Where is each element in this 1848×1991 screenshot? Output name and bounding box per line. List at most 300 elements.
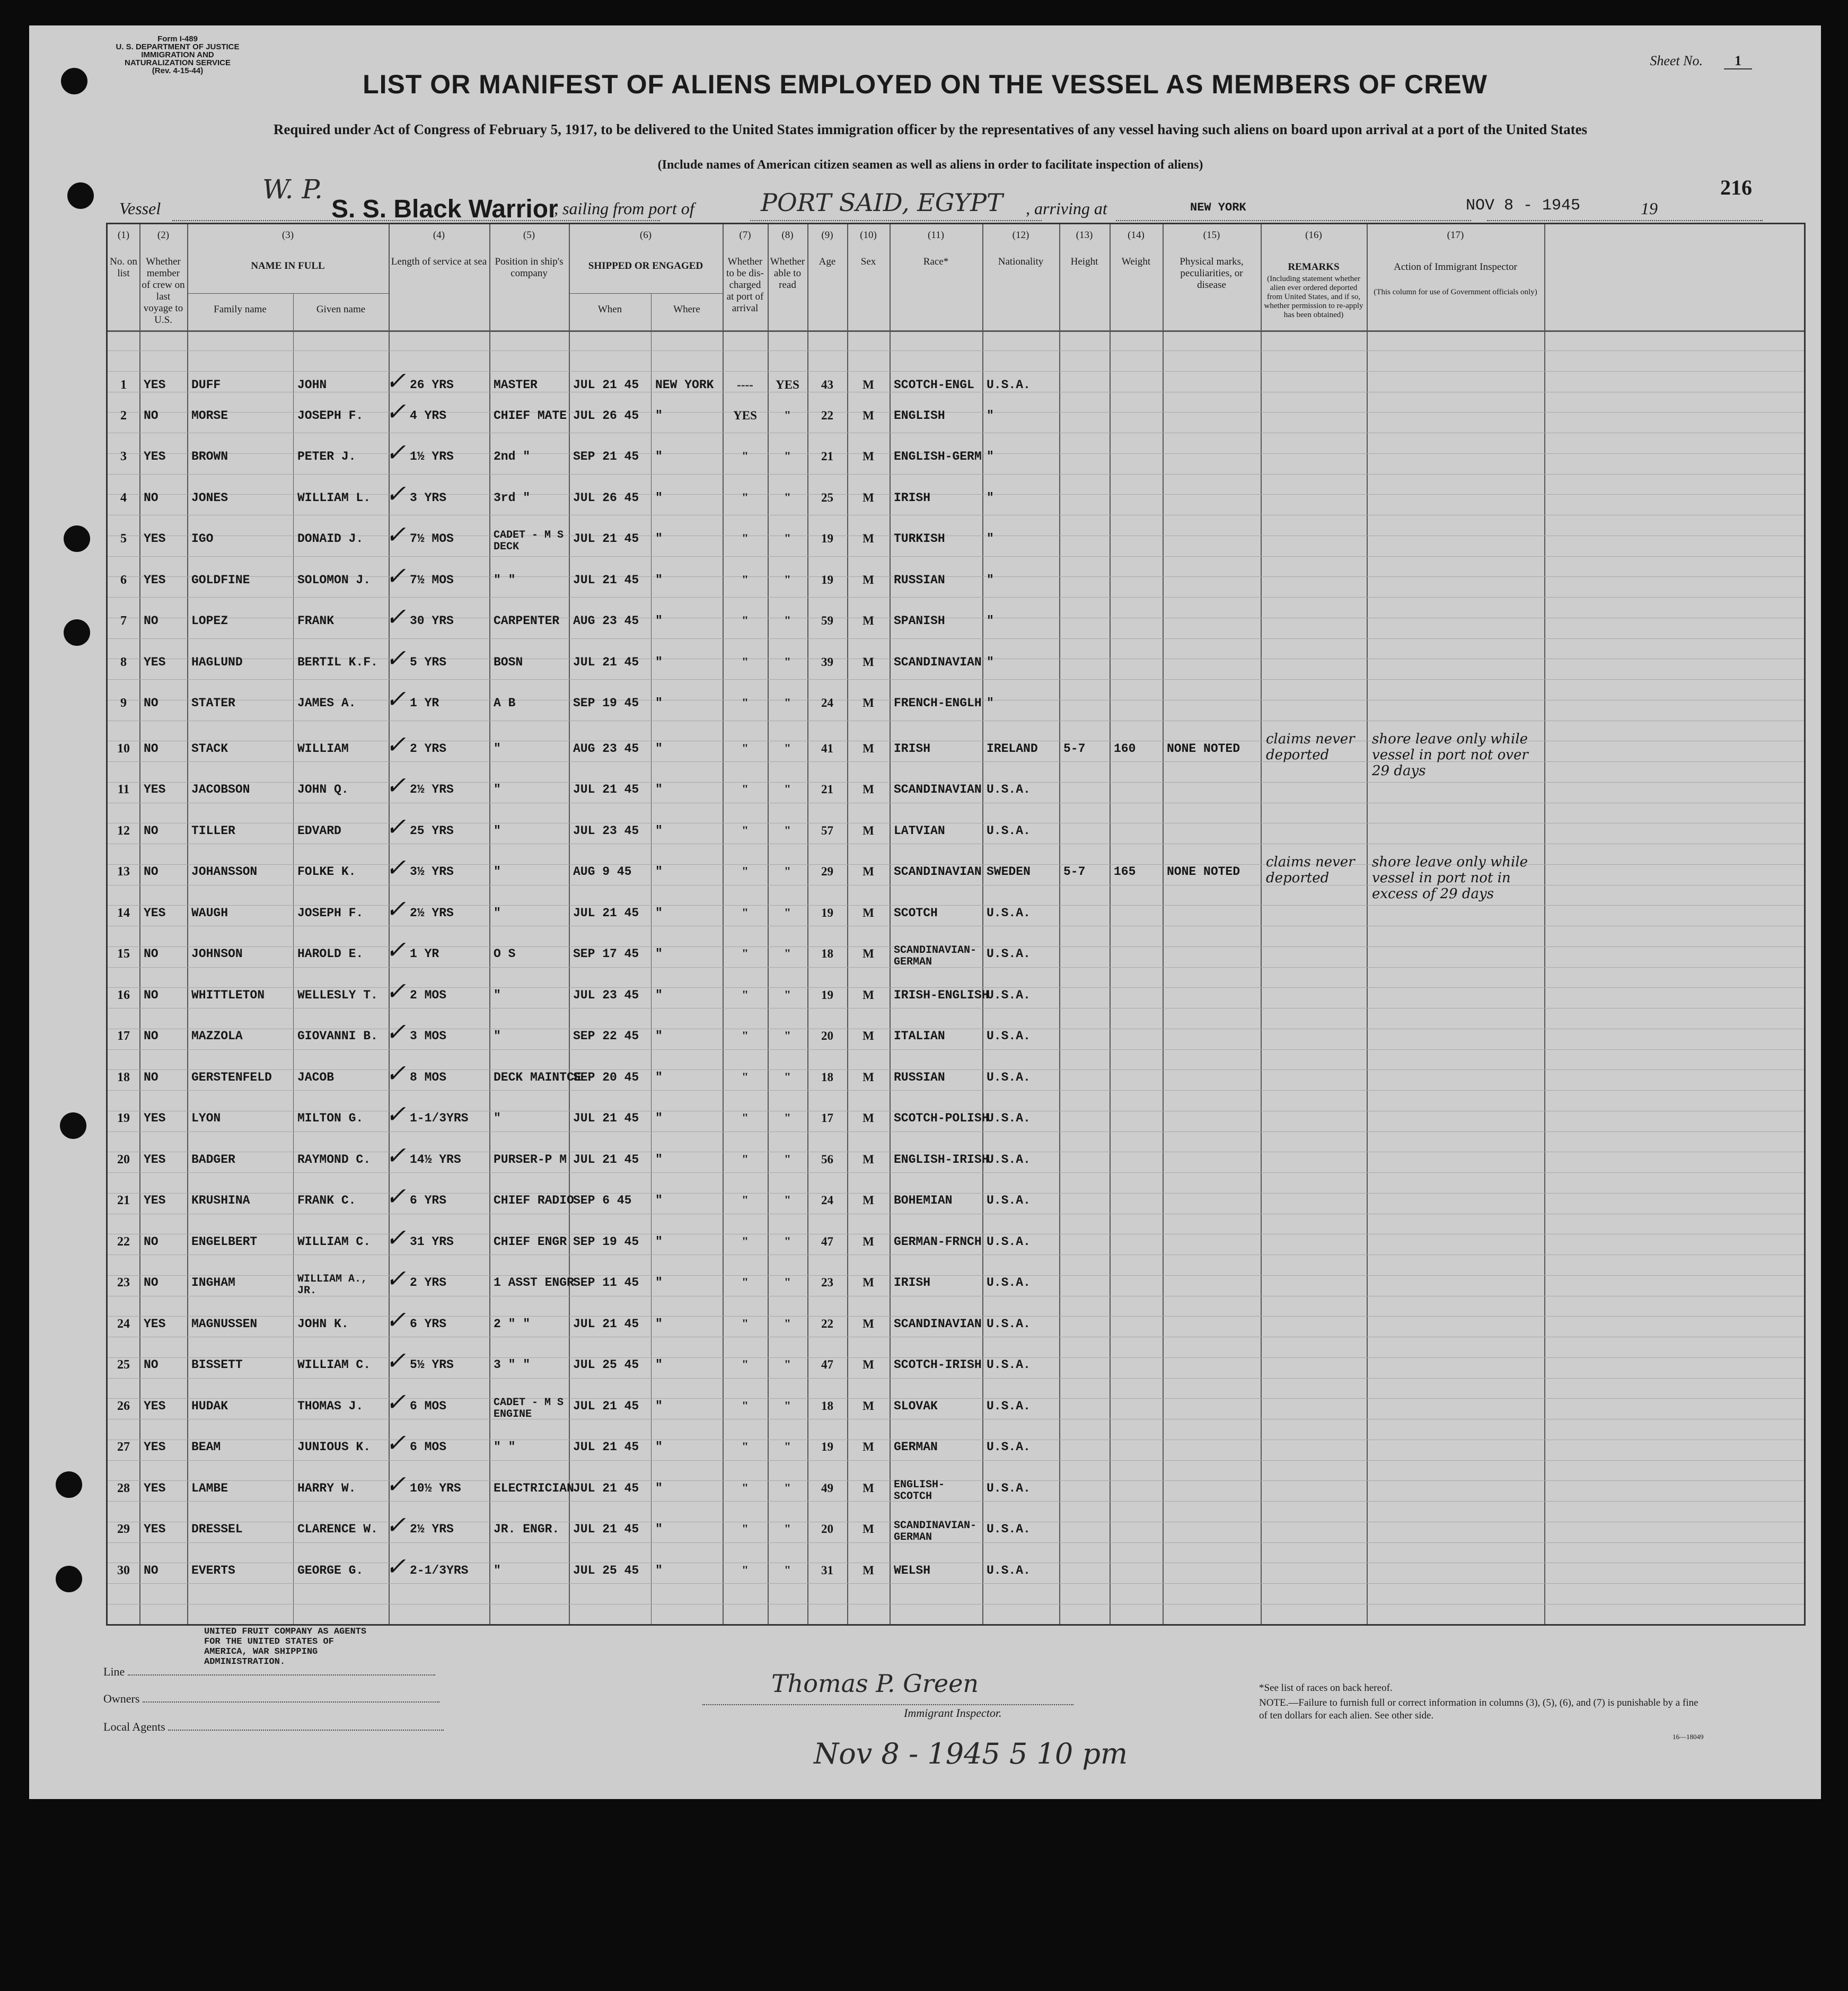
check-mark-icon: ✓ [385, 441, 406, 468]
crew-nat: SWEDEN [987, 865, 1031, 879]
crew-service: 4 YRS [410, 408, 447, 423]
crew-position: " [494, 906, 501, 920]
crew-position: O S [494, 947, 516, 961]
crew-read: YES [776, 378, 799, 391]
column-header: Physical marks, peculiarities, or disease [1180, 256, 1244, 291]
crew-service: 14½ YRS [410, 1152, 461, 1166]
crew-family: WHITTLETON [191, 988, 265, 1002]
check-mark-icon: ✓ [385, 1308, 406, 1336]
port-of-departure: PORT SAID, EGYPT [761, 188, 1003, 217]
crew-sex: M [863, 1563, 874, 1577]
crew-where: " [655, 1563, 663, 1577]
crew-family: LAMBE [191, 1481, 228, 1495]
crew-family: LOPEZ [191, 614, 228, 628]
crew-sex: M [863, 450, 874, 463]
crew-service: 1-1/3YRS [410, 1111, 469, 1125]
crew-when: JUL 21 45 [573, 378, 639, 392]
crew-race: WELSH [894, 1563, 931, 1577]
check-mark-icon: ✓ [385, 1431, 406, 1459]
crew-given: FRANK C. [297, 1194, 356, 1207]
crew-nat: U.S.A. [987, 1276, 1031, 1290]
crew-when: SEP 21 45 [573, 450, 639, 463]
crew-age: 19 [821, 573, 833, 586]
crew-where: " [655, 655, 663, 669]
crew-position: CHIEF RADIO [494, 1194, 574, 1207]
crew-sex: M [863, 1522, 874, 1536]
crew-prev: YES [144, 573, 166, 587]
crew-race: IRISH [894, 1276, 931, 1290]
crew-when: SEP 19 45 [573, 696, 639, 710]
column-number: (15) [1203, 230, 1220, 241]
crew-prev: YES [144, 906, 166, 920]
crew-age: 25 [821, 490, 833, 504]
crew-disch: " [742, 450, 749, 463]
crew-when: JUL 21 45 [573, 1481, 639, 1495]
crew-nat: U.S.A. [987, 1111, 1031, 1125]
crew-table [106, 223, 1806, 1626]
crew-sex: M [863, 1358, 874, 1371]
column-divider [293, 293, 294, 1624]
crew-nat: U.S.A. [987, 1194, 1031, 1207]
crew-nat: " [987, 655, 994, 669]
crew-given: JOSEPH F. [297, 906, 364, 920]
crew-when: SEP 19 45 [573, 1234, 639, 1249]
crew-given: WILLIAM A., JR. [297, 1273, 368, 1297]
crew-family: INGHAM [191, 1276, 235, 1290]
ruled-line [108, 597, 1804, 598]
crew-service: 8 MOS [410, 1070, 447, 1084]
crew-sex: M [863, 378, 874, 391]
crew-read: " [784, 906, 791, 919]
crew-sex: M [863, 1399, 874, 1413]
crew-race: SCOTCH [894, 906, 938, 920]
crew-no: 21 [117, 1194, 130, 1207]
crew-nat: U.S.A. [987, 906, 1031, 920]
crew-position: " [494, 865, 501, 879]
crew-when: JUL 26 45 [573, 408, 639, 423]
column-number: (9) [821, 230, 833, 241]
punch-hole [64, 525, 90, 552]
crew-given: JOHN [297, 378, 327, 392]
crew-when: AUG 9 45 [573, 865, 632, 879]
crew-age: 43 [821, 378, 833, 391]
crew-nat: " [987, 696, 994, 710]
crew-read: " [784, 696, 791, 709]
crew-read: " [784, 1152, 791, 1166]
column-divider [768, 224, 769, 1624]
crew-where: " [655, 1234, 663, 1249]
crew-race: SCANDINAVIAN [894, 1317, 982, 1331]
crew-age: 17 [821, 1111, 833, 1125]
crew-no: 29 [117, 1522, 130, 1536]
column-divider [489, 224, 490, 1624]
crew-disch: " [742, 573, 749, 586]
crew-given: JUNIOUS K. [297, 1440, 371, 1454]
crew-prev: YES [144, 378, 166, 392]
crew-service: 3 YRS [410, 490, 447, 505]
crew-position: CADET - M S ENGINE [494, 1396, 564, 1420]
inspector-signature: Thomas P. Green [771, 1669, 979, 1698]
crew-where: " [655, 1276, 663, 1290]
crew-where: " [655, 1399, 663, 1413]
crew-family: JONES [191, 490, 228, 505]
header-bottom [108, 330, 1804, 332]
crew-family: HUDAK [191, 1399, 228, 1413]
crew-disch: " [742, 1152, 749, 1166]
crew-position: 3 " " [494, 1358, 531, 1372]
crew-when: SEP 20 45 [573, 1070, 639, 1084]
column-divider [890, 224, 891, 1624]
crew-nat: " [987, 450, 994, 463]
department: U. S. DEPARTMENT OF JUSTICE [116, 42, 240, 51]
crew-age: 19 [821, 988, 833, 1002]
crew-where: " [655, 741, 663, 756]
crew-sex: M [863, 1317, 874, 1330]
crew-when: JUL 21 45 [573, 532, 639, 546]
crew-age: 18 [821, 947, 833, 960]
crew-disch: " [742, 1399, 749, 1413]
crew-service: 3½ YRS [410, 865, 454, 879]
crew-nat: IRELAND [987, 741, 1038, 756]
crew-service: 2 YRS [410, 1276, 447, 1290]
crew-no: 19 [117, 1111, 130, 1125]
crew-where: " [655, 1440, 663, 1454]
column-number: (10) [860, 230, 877, 241]
crew-marks: NONE NOTED [1167, 741, 1240, 756]
crew-position: 2 " " [494, 1317, 531, 1331]
manifest-sheet [29, 25, 1821, 1799]
crew-prev: NO [144, 1029, 159, 1043]
crew-disch: " [742, 1070, 749, 1084]
ruled-line [108, 1090, 1804, 1091]
crew-no: 25 [117, 1358, 130, 1372]
crew-race: ENGLISH-SCOTCH [894, 1478, 945, 1503]
crew-service: 1 YR [410, 696, 439, 710]
crew-given: MILTON G. [297, 1111, 364, 1125]
subcolumn-header: Family name [214, 304, 267, 315]
column-number: (2) [157, 230, 170, 241]
crew-prev: NO [144, 1070, 159, 1084]
crew-position: CHIEF MATE [494, 408, 567, 423]
column-divider [1059, 224, 1060, 1624]
crew-read: " [784, 1522, 791, 1536]
crew-given: GEORGE G. [297, 1563, 364, 1577]
crew-family: BEAM [191, 1440, 221, 1454]
crew-race: BOHEMIAN [894, 1194, 953, 1207]
crew-when: AUG 23 45 [573, 614, 639, 628]
crew-where: " [655, 408, 663, 423]
crew-given: FRANK [297, 614, 335, 628]
crew-position: BOSN [494, 655, 523, 669]
crew-sex: M [863, 783, 874, 796]
crew-no: 8 [120, 655, 127, 669]
crew-disch: " [742, 1481, 749, 1495]
crew-nat: " [987, 490, 994, 505]
crew-sex: M [863, 573, 874, 586]
form-number: Form I-489 [157, 34, 198, 43]
subcolumn-header: When [597, 304, 622, 315]
crew-position: " " [494, 1440, 516, 1454]
crew-no: 2 [120, 408, 127, 423]
crew-service: 6 YRS [410, 1194, 447, 1207]
crew-weight: 160 [1114, 741, 1136, 756]
crew-position: CADET - M S DECK [494, 529, 564, 553]
check-mark-icon: ✓ [385, 369, 406, 397]
agent-stamp: UNITED FRUIT COMPANY AS AGENTS FOR THE UNITED STATES OF AMERICA, WAR SHIPPING ADMINISTRATION. [204, 1627, 367, 1667]
crew-age: 59 [821, 614, 833, 627]
crew-where: " [655, 947, 663, 961]
subtitle: Required under Act of Congress of February 5, 1917, to be delivered to the United States immigration officer by the representatives of any vessel having such aliens on board upon arrival at a port of the United States [273, 121, 1588, 137]
subcolumn-header: Given name [316, 304, 366, 315]
crew-nat: U.S.A. [987, 378, 1031, 392]
crew-position: " [494, 823, 501, 838]
check-mark-icon: ✓ [385, 897, 406, 925]
crew-given: WELLESLY T. [297, 988, 378, 1002]
crew-race: SPANISH [894, 614, 945, 628]
crew-sex: M [863, 490, 874, 504]
column-number: (7) [739, 230, 751, 241]
crew-service: 2½ YRS [410, 906, 454, 920]
crew-service: 5 YRS [410, 655, 447, 669]
crew-sex: M [863, 1234, 874, 1248]
crew-when: JUL 21 45 [573, 783, 639, 796]
ruled-line [108, 556, 1804, 557]
crew-race: ENGLISH [894, 408, 945, 423]
crew-no: 6 [120, 573, 127, 587]
crew-where: " [655, 1481, 663, 1495]
crew-given: WILLIAM [297, 741, 349, 756]
crew-service: 2½ YRS [410, 1522, 454, 1536]
check-mark-icon: ✓ [385, 814, 406, 843]
crew-no: 12 [117, 823, 130, 838]
crew-given: BERTIL K.F. [297, 655, 378, 669]
crew-disch: " [742, 696, 749, 709]
crew-race: RUSSIAN [894, 1070, 945, 1084]
shipped-subheader-line [569, 293, 723, 294]
check-mark-icon: ✓ [385, 732, 406, 760]
crew-age: 19 [821, 906, 833, 919]
crew-race: GERMAN [894, 1440, 938, 1454]
crew-no: 3 [120, 450, 127, 463]
crew-disch: " [742, 1317, 749, 1330]
crew-family: JACOBSON [191, 783, 250, 796]
crew-family: DRESSEL [191, 1522, 243, 1536]
column-header: No. on list [110, 256, 137, 279]
crew-no: 1 [120, 378, 127, 392]
crew-given: PETER J. [297, 450, 356, 463]
crew-position: " [494, 1563, 501, 1577]
crew-position: MASTER [494, 378, 538, 392]
crew-given: JACOB [297, 1070, 335, 1084]
check-mark-icon: ✓ [385, 1061, 406, 1089]
crew-read: " [784, 655, 791, 669]
inspector-label: Immigrant Inspector. [904, 1706, 1002, 1720]
crew-age: 19 [821, 532, 833, 545]
crew-when: JUL 25 45 [573, 1358, 639, 1372]
crew-disch: " [742, 1440, 749, 1453]
crew-read: " [784, 614, 791, 627]
crew-prev: NO [144, 1234, 159, 1249]
crew-prev: YES [144, 1111, 166, 1125]
crew-prev: YES [144, 1194, 166, 1207]
ruled-line [108, 679, 1804, 680]
column-header: REMARKS [1288, 261, 1340, 273]
crew-given: THOMAS J. [297, 1399, 364, 1413]
arrival-port: NEW YORK [1190, 201, 1246, 214]
subtitle-note: (Include names of American citizen seamen as well as aliens in order to facilitate inspection of aliens) [657, 158, 1203, 172]
crew-service: 10½ YRS [410, 1481, 461, 1495]
crew-service: 26 YRS [410, 378, 454, 392]
crew-where: " [655, 1522, 663, 1536]
crew-given: FOLKE K. [297, 865, 356, 879]
column-number: (17) [1447, 230, 1464, 241]
crew-nat: U.S.A. [987, 1152, 1031, 1166]
crew-where: " [655, 490, 663, 505]
check-mark-icon: ✓ [385, 1513, 406, 1541]
crew-disch: " [742, 655, 749, 669]
crew-position: ELECTRICIAN [494, 1481, 574, 1495]
check-mark-icon: ✓ [385, 1143, 406, 1171]
crew-disch: " [742, 741, 749, 755]
sheet-number: Sheet No. 1 [1650, 53, 1752, 69]
crew-prev: NO [144, 988, 159, 1002]
column-number: (5) [523, 230, 535, 241]
crew-sex: M [863, 1481, 874, 1495]
crew-where: " [655, 988, 663, 1002]
crew-race: SCANDINAVIAN-GERMAN [894, 944, 977, 968]
crew-prev: NO [144, 947, 159, 961]
crew-where: NEW YORK [655, 378, 714, 392]
crew-read: " [784, 1194, 791, 1207]
crew-sex: M [863, 947, 874, 960]
crew-prev: YES [144, 1522, 166, 1536]
crew-nat: U.S.A. [987, 1234, 1031, 1249]
crew-read: " [784, 573, 791, 586]
crew-when: JUL 23 45 [573, 823, 639, 838]
check-mark-icon: ✓ [385, 1225, 406, 1253]
crew-nat: U.S.A. [987, 1481, 1031, 1495]
crew-disch: " [742, 783, 749, 796]
handwritten-mark: W. P. [262, 174, 323, 205]
crew-family: KRUSHINA [191, 1194, 250, 1207]
punch-hole [67, 182, 94, 209]
crew-read: " [784, 1029, 791, 1042]
column-number: (4) [433, 230, 445, 241]
crew-age: 21 [821, 783, 833, 796]
column-divider [187, 224, 188, 1624]
crew-given: JOHN Q. [297, 783, 349, 796]
crew-race: TURKISH [894, 532, 945, 546]
crew-no: 23 [117, 1276, 130, 1290]
crew-service: 31 YRS [410, 1234, 454, 1249]
crew-sex: M [863, 408, 874, 422]
crew-age: 57 [821, 823, 833, 837]
crew-service: 5½ YRS [410, 1358, 454, 1372]
ruled-line [108, 474, 1804, 475]
crew-no: 27 [117, 1440, 130, 1454]
crew-prev: NO [144, 823, 159, 838]
column-number: (16) [1305, 230, 1322, 241]
punch-hole [56, 1471, 82, 1498]
crew-given: JOSEPH F. [297, 408, 364, 423]
print-code: 16—18049 [1673, 1733, 1704, 1741]
arrival-date: NOV 8 - 1945 [1466, 197, 1581, 215]
column-divider [139, 224, 140, 1624]
crew-race: IRISH-ENGLISH [894, 988, 989, 1002]
column-header: Nationality [998, 256, 1044, 267]
crew-when: JUL 21 45 [573, 906, 639, 920]
column-header: Sex [860, 256, 876, 267]
column-number: (1) [117, 230, 130, 241]
crew-read: " [784, 408, 791, 422]
crew-read: " [784, 1399, 791, 1413]
crew-disch: " [742, 1194, 749, 1207]
crew-prev: NO [144, 696, 159, 710]
crew-service: 7½ MOS [410, 532, 454, 546]
crew-position: 2nd " [494, 450, 531, 463]
crew-given: JOHN K. [297, 1317, 349, 1331]
crew-prev: YES [144, 1440, 166, 1454]
crew-where: " [655, 1070, 663, 1084]
crew-marks: NONE NOTED [1167, 865, 1240, 879]
crew-when: JUL 21 45 [573, 1399, 639, 1413]
column-header: Position in ship's company [495, 256, 564, 279]
crew-race: RUSSIAN [894, 573, 945, 587]
crew-family: DUFF [191, 378, 221, 392]
column-number: (11) [928, 230, 944, 241]
crew-prev: YES [144, 655, 166, 669]
crew-sex: M [863, 655, 874, 669]
crew-race: ENGLISH-IRISH [894, 1152, 989, 1166]
crew-where: " [655, 1111, 663, 1125]
crew-where: " [655, 1152, 663, 1166]
crew-weight: 165 [1114, 865, 1136, 879]
crew-service: 2 YRS [410, 741, 447, 756]
crew-position: PURSER-P M [494, 1152, 567, 1166]
crew-where: " [655, 1358, 663, 1372]
check-mark-icon: ✓ [385, 979, 406, 1007]
column-header: Race* [923, 256, 949, 267]
crew-service: 6 MOS [410, 1440, 447, 1454]
crew-when: JUL 25 45 [573, 1563, 639, 1577]
crew-read: " [784, 532, 791, 545]
crew-where: " [655, 696, 663, 710]
crew-disch: ---- [737, 378, 753, 391]
column-divider [847, 224, 848, 1624]
crew-where: " [655, 906, 663, 920]
crew-family: HAGLUND [191, 655, 243, 669]
crew-service: 1 YR [410, 947, 439, 961]
crew-sex: M [863, 1152, 874, 1166]
vessel-name: S. S. Black Warrior [331, 195, 558, 223]
crew-position: 1 ASST ENGR [494, 1276, 574, 1290]
crew-no: 13 [117, 865, 130, 879]
crew-where: " [655, 783, 663, 796]
crew-disch: " [742, 906, 749, 919]
column-number: (6) [639, 230, 652, 241]
crew-where: " [655, 865, 663, 879]
ruled-line [108, 350, 1804, 351]
check-mark-icon: ✓ [385, 856, 406, 883]
crew-height: 5-7 [1063, 865, 1086, 879]
crew-service: 6 YRS [410, 1317, 447, 1331]
crew-action: shore leave only while vessel in port not in excess of 29 days [1372, 854, 1528, 902]
crew-sex: M [863, 1111, 874, 1125]
crew-position: " [494, 1111, 501, 1125]
crew-when: JUL 21 45 [573, 1440, 639, 1454]
crew-service: 3 MOS [410, 1029, 447, 1043]
check-mark-icon: ✓ [385, 481, 406, 510]
